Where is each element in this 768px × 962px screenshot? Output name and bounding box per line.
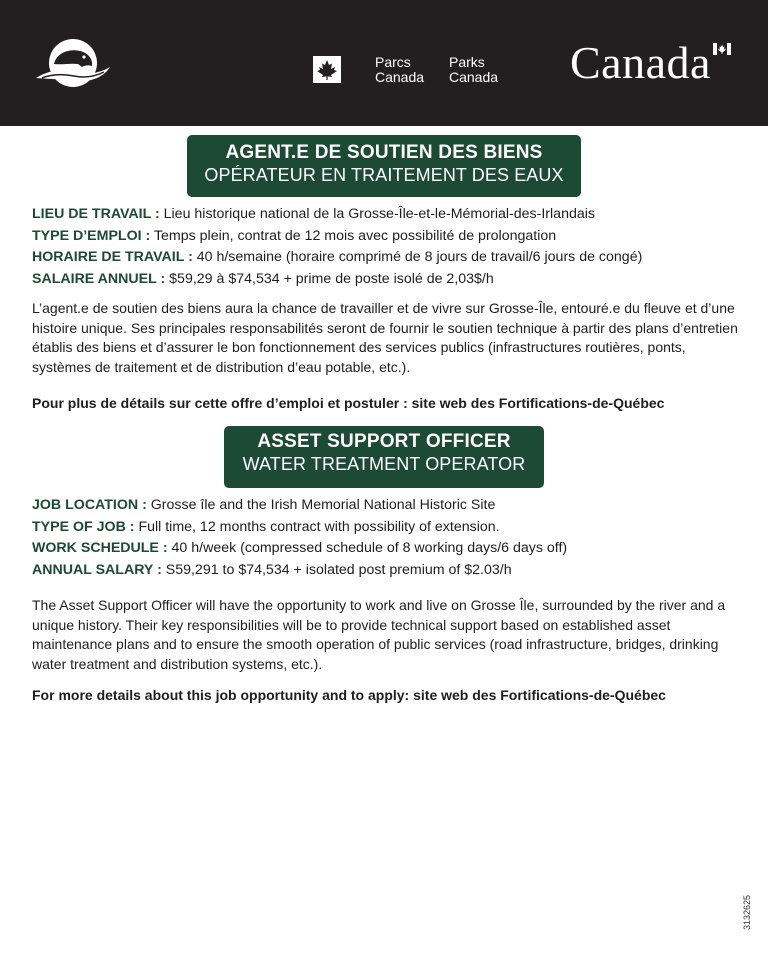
english-title-banner xyxy=(224,426,544,488)
french-job-details xyxy=(32,204,642,291)
english-call-to-action: For more details about this job opportunity and to apply: site web des Fortifications-de-Québec xyxy=(32,687,666,703)
english-description: The Asset Support Officer will have the opportunity to work and live on Grosse Île, surrounded by the river and a unique history. Their key responsibilities will be to provide technical support based on established asset maintenance plans and to ensure the smooth operation of public services (road infrastructure, bridges, drinking water treatment and distribution systems, etc.). xyxy=(32,597,726,672)
french-title-banner xyxy=(187,135,581,197)
parcs-word: Parcs xyxy=(375,54,411,70)
canada-flag-icon xyxy=(300,56,354,83)
french-job-title: AGENT.E DE SOUTIEN DES BIENS xyxy=(225,142,543,163)
french-job-subtitle: OPÉRATEUR EN TRAITEMENT DES EAUX xyxy=(204,165,564,185)
canada-word-en: Canada xyxy=(449,69,499,85)
english-job-details xyxy=(32,495,567,582)
french-call-to-action: Pour plus de détails sur cette offre d’emploi et postuler : site web des Fortifications-de-Québec xyxy=(32,395,665,411)
parks-canada-en xyxy=(449,55,498,85)
english-job-subtitle: WATER TREATMENT OPERATOR xyxy=(242,454,526,474)
french-field-type: TYPE D’EMPLOI : Temps plein, contrat de 12 mois avec possibilité de prolongation xyxy=(32,227,557,244)
parcs-canada-fr xyxy=(375,55,424,85)
canada-word-fr: Canada xyxy=(375,69,425,85)
header-bar xyxy=(0,0,768,126)
canada-wordmark: Canada xyxy=(570,37,711,88)
english-field-type: TYPE OF JOB : Full time, 12 months contract with possibility of extension. xyxy=(32,518,500,535)
english-field-location: JOB LOCATION : Grosse île and the Irish Memorial National Historic Site xyxy=(32,497,496,513)
parks-word: Parks xyxy=(449,54,485,70)
document-code: 3132625 xyxy=(742,894,752,930)
french-description: L’agent.e de soutien des biens aura la chance de travailler et de vivre sur Grosse-Île, entouré.e du fleuve et d’une histoire unique. Ses principales responsabilités seront de fournir le soutien technique à partir des plans d’entretien établis des biens et d’assurer le bon fonctionnement des services publics (infrastructures routières, ponts, systèmes de traitement et de distribution d’eau potable, etc.). xyxy=(32,300,738,375)
french-field-schedule: HORAIRE DE TRAVAIL : 40 h/semaine (horaire comprimé de 8 jours de travail/6 jours de congé) xyxy=(32,249,643,266)
french-field-location: LIEU DE TRAVAIL : Lieu historique national de la Grosse-Île-et-le-Mémorial-des-Irlandais xyxy=(32,206,595,222)
english-field-salary: ANNUAL SALARY : S59,291 to $74,534 + isolated post premium of $2.03/h xyxy=(32,562,512,579)
beaver-icon xyxy=(34,34,112,92)
wordmark-flag-icon xyxy=(713,43,731,55)
french-field-salary: SALAIRE ANNUEL : $59,29 à $74,534 + prime de poste isolé de 2,03$/h xyxy=(32,271,494,288)
english-field-schedule: WORK SCHEDULE : 40 h/week (compressed schedule of 8 working days/6 days off) xyxy=(32,540,568,557)
english-job-title: ASSET SUPPORT OFFICER xyxy=(257,431,511,452)
